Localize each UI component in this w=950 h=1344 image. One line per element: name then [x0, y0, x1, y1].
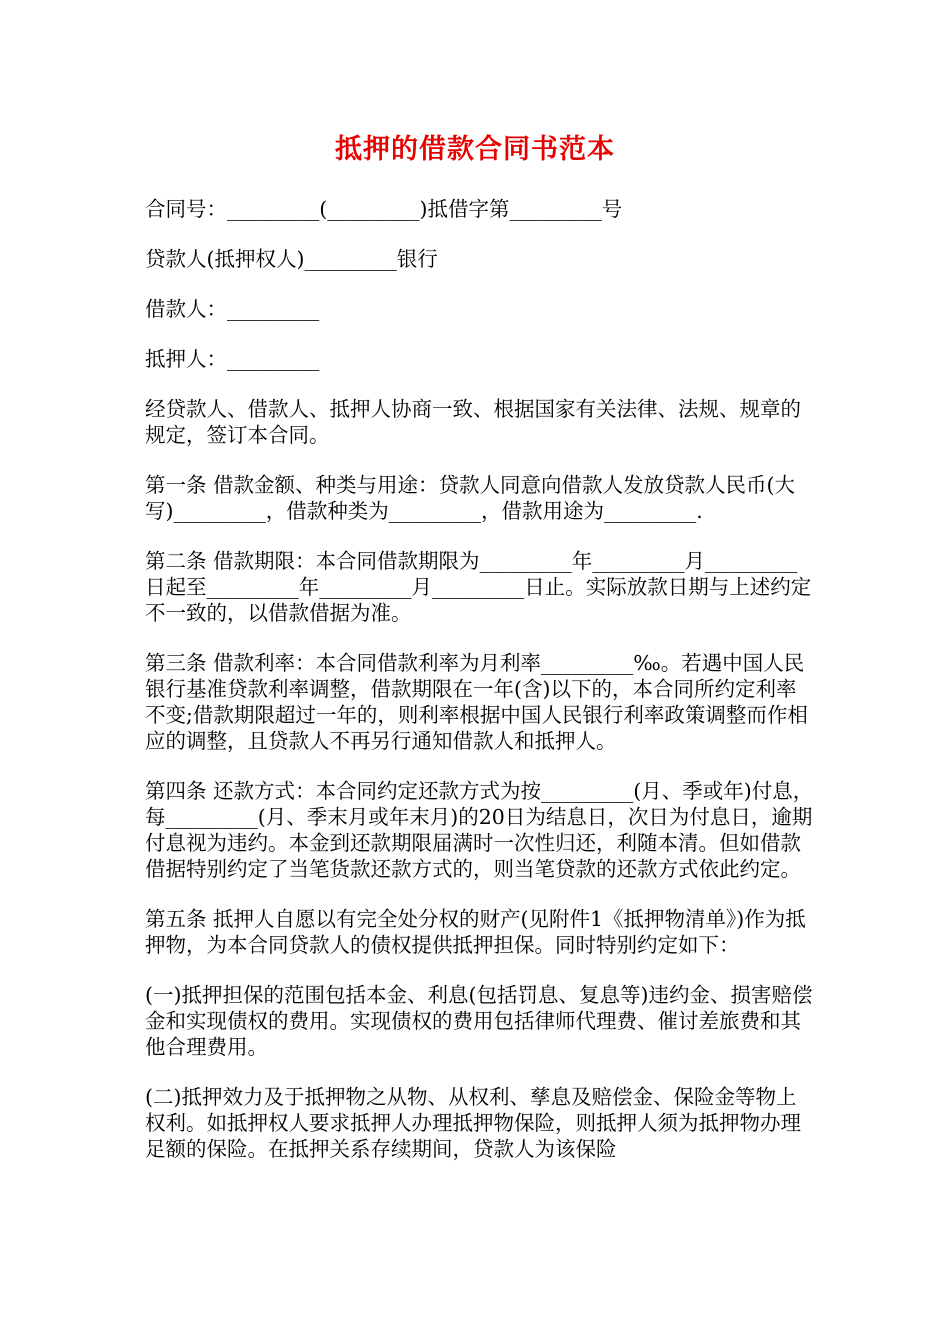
lender-line: 贷款人(抵押权人)_________银行: [145, 247, 438, 271]
borrower-line: 借款人：_________: [145, 297, 320, 321]
article-1-paragraph: 第一条 借款金额、种类与用途：贷款人同意向借款人发放贷款人民币(大写)_________，借款种类为_________，借款用途为_________.: [145, 473, 796, 523]
article-4-paragraph: 第四条 还款方式：本合同约定还款方式为按_________(月、季或年)付息，每_________(月、季末月或年末月)的20日为结息日，次日为付息日，逾期付息视为违约。本金到还款期限届满时一次性归还，利随本清。但如借款借据特别约定了当笔货款还款方式的，则当笔贷款的还款方式依此约定。: [145, 779, 814, 881]
clause-2-paragraph: (二)抵押效力及于抵押物之从物、从权利、孳息及赔偿金、保险金等物上权利。如抵押权人要求抵押人办理抵押物保险，则抵押人须为抵押物办理足额的保险。在抵押关系存续期间，贷款人为该保险: [145, 1085, 801, 1161]
contract-number-line: 合同号：_________(_________)抵借字第_________号: [145, 197, 623, 221]
document-body: [145, 196, 815, 1186]
article-2-paragraph: 第二条 借款期限：本合同借款期限为_________年_________月_________日起至_________年_________月_________日止。实际放款日期与上述约定不一致的，以借款借据为准。: [145, 549, 812, 625]
document-title: 抵押的借款合同书范本: [335, 134, 615, 165]
clause-1-paragraph: (一)抵押担保的范围包括本金、利息(包括罚息、复息等)违约金、损害赔偿金和实现债权的费用。实现债权的费用包括律师代理费、催讨差旅费和其他合理费用。: [145, 983, 813, 1059]
article-3-paragraph: 第三条 借款利率：本合同借款利率为月利率_________‰。若遇中国人民银行基准贷款利率调整，借款期限在一年(含)以下的，本合同所约定利率不变;借款期限超过一年的，则利率根据中国人民银行利率政策调整而作相应的调整，且贷款人不再另行通知借款人和抵押人。: [145, 651, 808, 753]
article-5-paragraph: 第五条 抵押人自愿以有完全处分权的财产(见附件1《抵押物清单》)作为抵押物，为本合同贷款人的债权提供抵押担保。同时特别约定如下：: [145, 907, 806, 957]
mortgagor-line: 抵押人：_________: [145, 347, 320, 371]
preamble-paragraph: 经贷款人、借款人、抵押人协商一致、根据国家有关法律、法规、规章的规定，签订本合同。: [145, 397, 801, 447]
